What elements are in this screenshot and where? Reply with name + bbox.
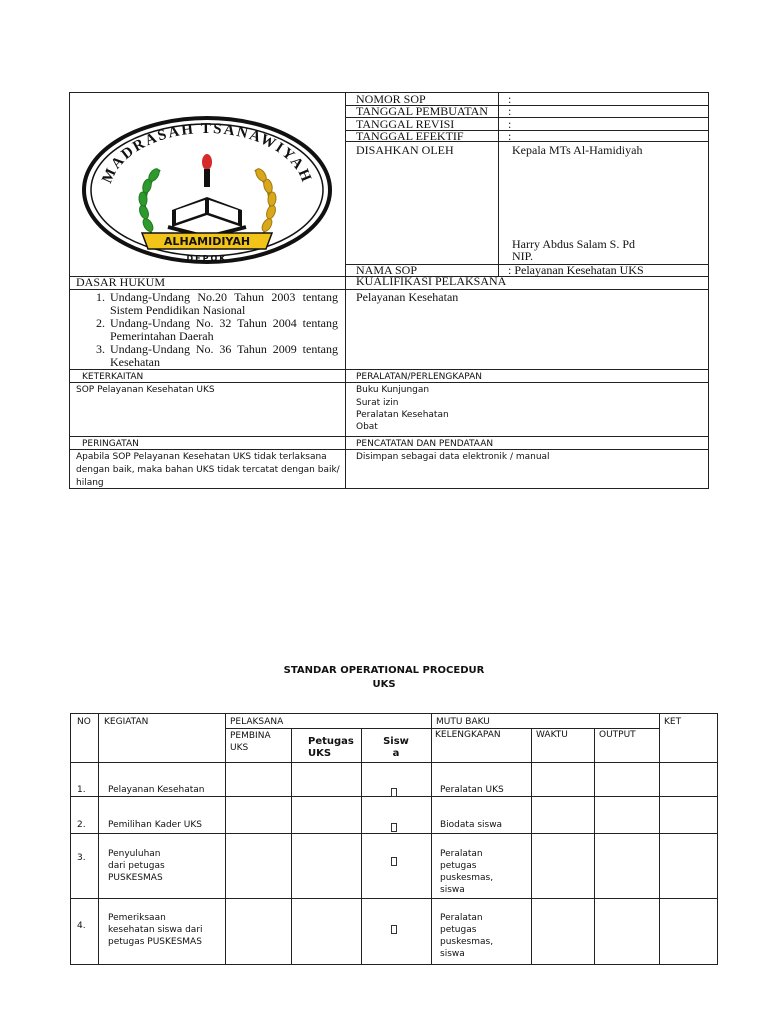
peringatan-line: hilang bbox=[76, 478, 104, 488]
peralatan-item: Obat bbox=[356, 422, 378, 432]
nama-sop-value: : Pelayanan Kesehatan UKS bbox=[508, 263, 644, 277]
row-kegiatan: dari petugas bbox=[108, 861, 165, 871]
logo-bottom-text: DEPOK bbox=[186, 254, 228, 263]
row-kelengkapan: petugas bbox=[440, 925, 477, 935]
tanggal-efektif-value: : bbox=[508, 129, 512, 143]
row-kelengkapan: siswa bbox=[440, 885, 465, 895]
keterkaitan-value: SOP Pelayanan Kesehatan UKS bbox=[76, 385, 215, 395]
row-kelengkapan: puskesmas, bbox=[440, 937, 494, 947]
row-kegiatan: PUSKESMAS bbox=[108, 873, 163, 883]
peralatan-item: Peralatan Kesehatan bbox=[356, 410, 449, 420]
procedure-table bbox=[70, 713, 718, 965]
peralatan-item: Buku Kunjungan bbox=[356, 385, 430, 395]
dasar-hukum-header: DASAR HUKUM bbox=[76, 275, 166, 289]
logo-ribbon-text: ALHAMIDIYAH bbox=[163, 235, 251, 248]
col-header-pelaksana: PELAKSANA bbox=[230, 717, 284, 727]
divider bbox=[498, 93, 499, 276]
tanggal-revisi-label: TANGGAL REVISI bbox=[356, 117, 455, 131]
disahkan-oleh-value: Kepala MTs Al-Hamidiyah bbox=[512, 143, 643, 157]
col-header-mutu-baku: MUTU BAKU bbox=[436, 717, 490, 727]
row-kegiatan: Pelayanan Kesehatan bbox=[108, 785, 205, 795]
pencatatan-value: Disimpan sebagai data elektronik / manual bbox=[356, 452, 550, 462]
row-kegiatan: Pemeriksaan bbox=[108, 913, 166, 923]
divider bbox=[431, 714, 432, 965]
pencatatan-header: PENCATATAN DAN PENDATAAN bbox=[356, 439, 494, 449]
peralatan-header: PERALATAN/PERLENGKAPAN bbox=[356, 372, 482, 382]
divider bbox=[70, 436, 709, 437]
col-header-kegiatan: KEGIATAN bbox=[104, 717, 149, 727]
peralatan-item: Surat izin bbox=[356, 398, 399, 408]
checkbox-icon bbox=[391, 784, 397, 802]
row-number: 3. bbox=[77, 853, 86, 863]
col-header-no: NO bbox=[77, 717, 91, 727]
list-item: 1. Undang-Undang No.20 Tahun 2003 tentang Sistem Pendidikan Nasional bbox=[108, 291, 338, 317]
row-kegiatan: Penyuluhan bbox=[108, 849, 161, 859]
checkbox-icon bbox=[391, 853, 397, 871]
sop-identity-table bbox=[69, 92, 709, 489]
row-kelengkapan: petugas bbox=[440, 861, 477, 871]
divider bbox=[345, 93, 346, 489]
peringatan-line: Apabila SOP Pelayanan Kesehatan UKS tidak terlaksana bbox=[76, 452, 327, 462]
divider bbox=[659, 714, 660, 965]
checkbox-icon bbox=[391, 921, 397, 939]
row-kelengkapan: puskesmas, bbox=[440, 873, 494, 883]
divider bbox=[531, 728, 532, 965]
dasar-hukum-list bbox=[70, 291, 338, 369]
col-header-pembina-uks: UKS bbox=[230, 743, 249, 753]
row-kegiatan: petugas PUSKESMAS bbox=[108, 937, 202, 947]
divider bbox=[71, 898, 718, 899]
divider bbox=[70, 369, 709, 370]
peringatan-line: dengan baik, maka bahan UKS tidak tercatat dengan baik/ bbox=[76, 465, 340, 475]
col-header-pembina: PEMBINA bbox=[230, 731, 271, 741]
logo-arc-text: MADRASAH TSANAWIYAH bbox=[99, 121, 315, 186]
list-item: 3. Undang-Undang No. 36 Tahun 2009 tentang Kesehatan bbox=[108, 343, 338, 369]
divider bbox=[98, 714, 99, 965]
divider bbox=[71, 762, 718, 763]
col-header-siswa-2: a bbox=[392, 748, 400, 759]
tanggal-pembuatan-label: TANGGAL PEMBUATAN bbox=[356, 104, 488, 118]
divider bbox=[291, 728, 292, 965]
col-header-siswa: Sisw bbox=[383, 736, 409, 747]
row-kelengkapan: Peralatan bbox=[440, 849, 483, 859]
signer-name: Harry Abdus Salam S. Pd bbox=[512, 237, 635, 251]
row-kelengkapan: siswa bbox=[440, 949, 465, 959]
kualifikasi-value: Pelayanan Kesehatan bbox=[356, 290, 459, 304]
row-number: 2. bbox=[77, 820, 86, 830]
signer-nip: NIP. bbox=[512, 249, 534, 263]
row-number: 4. bbox=[77, 921, 86, 931]
peringatan-header: PERINGATAN bbox=[82, 439, 139, 449]
tanggal-efektif-label: TANGGAL EFEKTIF bbox=[356, 129, 464, 143]
col-header-ket: KET bbox=[664, 717, 682, 727]
keterkaitan-header: KETERKAITAN bbox=[82, 372, 144, 382]
kualifikasi-header: KUALIFIKASI PELAKSANA bbox=[356, 274, 507, 288]
madrasah-logo bbox=[80, 115, 334, 265]
row-kelengkapan: Peralatan bbox=[440, 913, 483, 923]
row-kegiatan: Pemilihan Kader UKS bbox=[108, 820, 202, 830]
col-header-waktu: WAKTU bbox=[536, 730, 568, 740]
procedure-title: STANDAR OPERATIONAL PROCEDUR bbox=[283, 665, 485, 676]
tanggal-revisi-value: : bbox=[508, 117, 512, 131]
col-header-kelengkapan: KELENGKAPAN bbox=[435, 730, 501, 740]
row-kelengkapan: Biodata siswa bbox=[440, 820, 503, 830]
nomor-sop-label: NOMOR SOP bbox=[356, 92, 426, 106]
col-header-petugas: Petugas bbox=[308, 736, 354, 747]
checkbox-icon bbox=[391, 819, 397, 837]
tanggal-pembuatan-value: : bbox=[508, 104, 512, 118]
ribbon-banner bbox=[142, 233, 272, 249]
nomor-sop-value: : bbox=[508, 92, 512, 106]
disahkan-oleh-label: DISAHKAN OLEH bbox=[356, 143, 454, 157]
row-kelengkapan: Peralatan UKS bbox=[440, 785, 504, 795]
divider bbox=[225, 714, 226, 965]
col-header-output: OUTPUT bbox=[599, 730, 636, 740]
list-item: 2. Undang-Undang No. 32 Tahun 2004 tentang Pemerintahan Daerah bbox=[108, 317, 338, 343]
nama-sop-label: NAMA SOP bbox=[356, 263, 418, 277]
row-kegiatan: kesehatan siswa dari bbox=[108, 925, 203, 935]
procedure-subtitle: UKS bbox=[372, 679, 396, 690]
divider bbox=[594, 728, 595, 965]
row-number: 1. bbox=[77, 785, 86, 795]
col-header-petugas-uks: UKS bbox=[308, 748, 332, 759]
divider bbox=[361, 728, 362, 965]
